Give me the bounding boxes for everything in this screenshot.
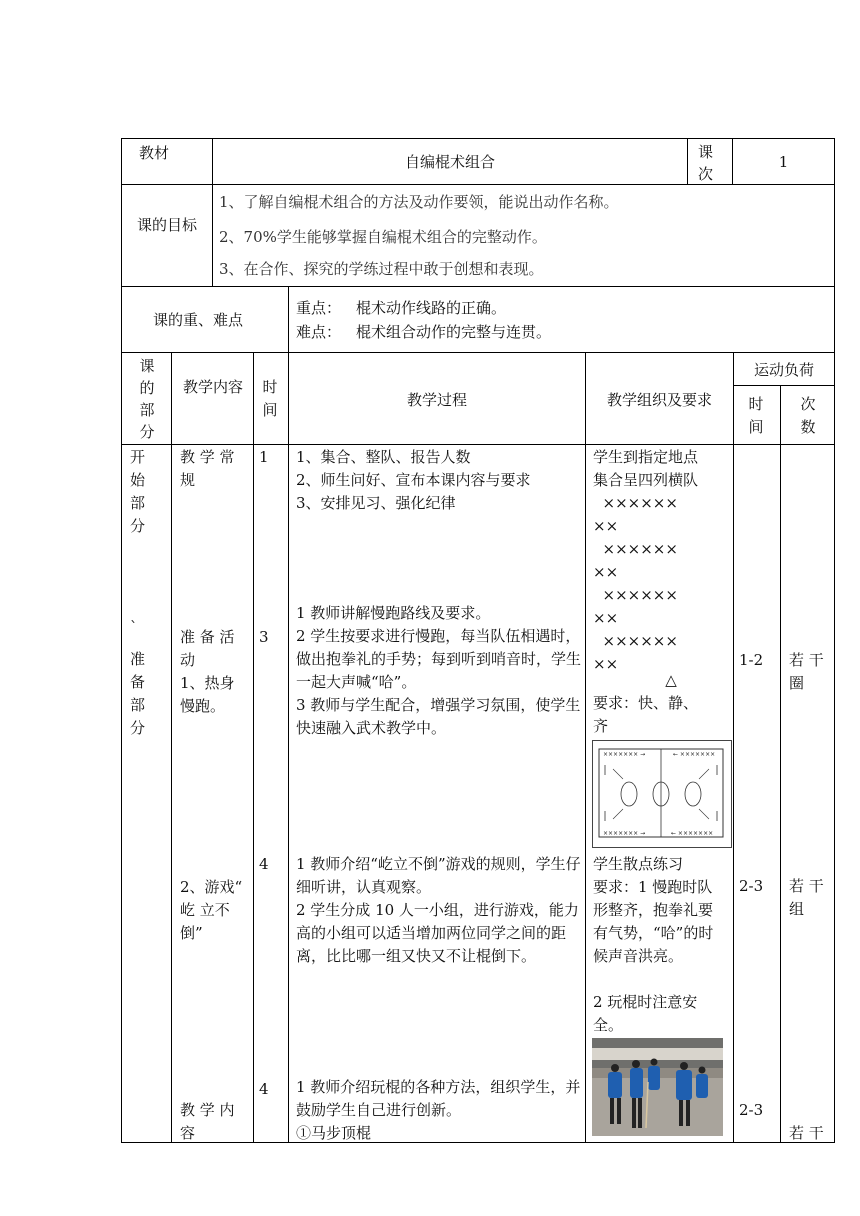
table-line xyxy=(171,352,172,1142)
table-line xyxy=(253,352,254,1142)
objective-item: 2、70%学生能够掌握自编棍术组合的完整动作。 xyxy=(219,228,547,246)
table-line xyxy=(121,352,834,353)
game-load-time: 2-3 xyxy=(739,877,764,895)
header-part: 课的部分 xyxy=(139,357,155,441)
svg-text:← ×××××××: ← ××××××× xyxy=(671,830,714,837)
warmup-process-line: 2 学生按要求进行慢跑，每当队伍相遇时，做出抱拳礼的手势；每到听到哨音时，学生一起大声喊“哈”。 xyxy=(296,627,582,691)
formation-line: 集合呈四列横队 xyxy=(593,471,699,489)
warmup-load-count: 若 干圈 xyxy=(789,651,824,692)
header-time: 时间 xyxy=(262,378,278,419)
stick-process-line: ①马步顶棍 xyxy=(296,1124,372,1142)
svg-text:××××××× →: ××××××× → xyxy=(603,751,646,758)
table-line xyxy=(121,184,834,185)
students-photo-icon xyxy=(592,1038,723,1136)
table-line xyxy=(687,138,688,184)
game-content: 2、游戏“ 屹 立不倒” xyxy=(180,878,243,942)
stick-load-time: 2-3 xyxy=(739,1101,764,1119)
table-line xyxy=(288,286,289,352)
formation-line: ×× xyxy=(593,563,619,581)
table-line xyxy=(121,286,834,287)
difficulty-label: 难点： xyxy=(296,323,342,341)
material-label: 教材 xyxy=(139,144,170,162)
routine-process-line: 3、安排见习、强化纪律 xyxy=(296,494,456,512)
lesson-number-label: 课次 xyxy=(698,143,714,183)
prep-mark: ` xyxy=(130,618,138,636)
routine-content: 教 学 常规 xyxy=(180,448,235,489)
routine-organization xyxy=(593,446,731,676)
formation-line: ×××××× xyxy=(593,540,678,558)
part-prep: 准备部分 xyxy=(130,650,146,737)
table-line xyxy=(121,444,834,445)
warmup-process-line: 1 教师讲解慢跑路线及要求。 xyxy=(296,604,491,622)
game-process-line: 1 教师介绍“屹立不倒”游戏的规则，学生仔细听讲，认真观察。 xyxy=(296,855,581,896)
objective-item: 1、了解自编棍术组合的方法及动作要领，能说出动作名称。 xyxy=(219,193,619,211)
routine-process-line: 2、师生问好、宣布本课内容与要求 xyxy=(296,471,531,489)
game-load-count: 若 干组 xyxy=(789,877,824,918)
table-line xyxy=(780,385,781,1142)
lesson-number: 1 xyxy=(778,153,789,171)
stick-time: 4 xyxy=(259,1080,269,1098)
table-line xyxy=(585,352,586,1142)
svg-text:××××××× →: ××××××× → xyxy=(603,830,646,837)
formation-line: 学生到指定地点 xyxy=(593,448,699,466)
key-points-label: 课的重、难点 xyxy=(153,311,244,329)
objective-item: 3、在合作、探究的学练过程中敢于创想和表现。 xyxy=(219,260,544,278)
difficulty: 棍术组合动作的完整与连贯。 xyxy=(356,323,552,341)
stick-process-line: 1 教师介绍玩棍的各种方法，组织学生，并鼓励学生自己进行创新。 xyxy=(296,1078,581,1119)
material-title: 自编棍术组合 xyxy=(404,153,495,171)
game-time: 4 xyxy=(259,855,269,873)
table-line xyxy=(288,352,289,1142)
routine-process-line: 1、集合、整队、报告人数 xyxy=(296,448,471,466)
game-organization-line: 要求：1 慢跑时队形整齐，抱拳礼要有气势，“哈”的时候声音洪亮。 xyxy=(593,878,714,965)
header-organization: 教学组织及要求 xyxy=(606,391,712,409)
routine-time: 1 xyxy=(259,448,269,466)
formation-line: ×××××× xyxy=(593,494,678,512)
formation-line: ×××××× xyxy=(593,632,678,650)
teacher-position-icon: △ xyxy=(665,671,677,689)
header-load: 运动负荷 xyxy=(753,361,814,379)
warmup-time: 3 xyxy=(259,628,269,646)
game-organization-line: 2 玩棍时注意安全。 xyxy=(593,993,698,1034)
table-border-top xyxy=(121,138,834,139)
stick-content: 教 学 内容 xyxy=(180,1101,235,1142)
table-border-left xyxy=(121,138,122,1143)
header-process: 教学过程 xyxy=(406,391,467,409)
warmup-load-time: 1-2 xyxy=(739,651,764,669)
formation-line: ×× xyxy=(593,517,619,535)
formation-line: ×× xyxy=(593,655,619,673)
game-process-line: 2 学生分成 10 人一小组，进行游戏，能力高的小组可以适当增加两位同学之间的距离，比比哪一组又快又不让棍倒下。 xyxy=(296,901,579,965)
objectives-label: 课的目标 xyxy=(136,216,197,234)
court-diagram-icon xyxy=(592,740,732,848)
table-line xyxy=(733,352,734,1142)
header-load-time: 时间 xyxy=(748,395,764,436)
warmup-content: 准 备 活动 1、热身慢跑。 xyxy=(180,628,235,715)
table-border-right xyxy=(834,138,835,1143)
formation-line: ×× xyxy=(593,609,619,627)
key-point-label: 重点： xyxy=(296,299,342,317)
part-start: 开始部分 xyxy=(130,448,146,535)
header-content: 教学内容 xyxy=(182,378,243,396)
formation-line: ×××××× xyxy=(593,586,678,604)
svg-text:← ×××××××: ← ××××××× xyxy=(673,751,716,758)
warmup-process-line: 3 教师与学生配合，增强学习氛围，使学生快速融入武术教学中。 xyxy=(296,696,581,737)
key-point: 棍术动作线路的正确。 xyxy=(356,299,507,317)
table-line xyxy=(733,385,834,386)
header-load-count: 次数 xyxy=(800,395,816,436)
routine-requirement: 要求：快、静、齐 xyxy=(593,694,699,735)
stick-load-count: 若 干 xyxy=(789,1124,824,1142)
game-organization-line: 学生散点练习 xyxy=(593,855,684,873)
